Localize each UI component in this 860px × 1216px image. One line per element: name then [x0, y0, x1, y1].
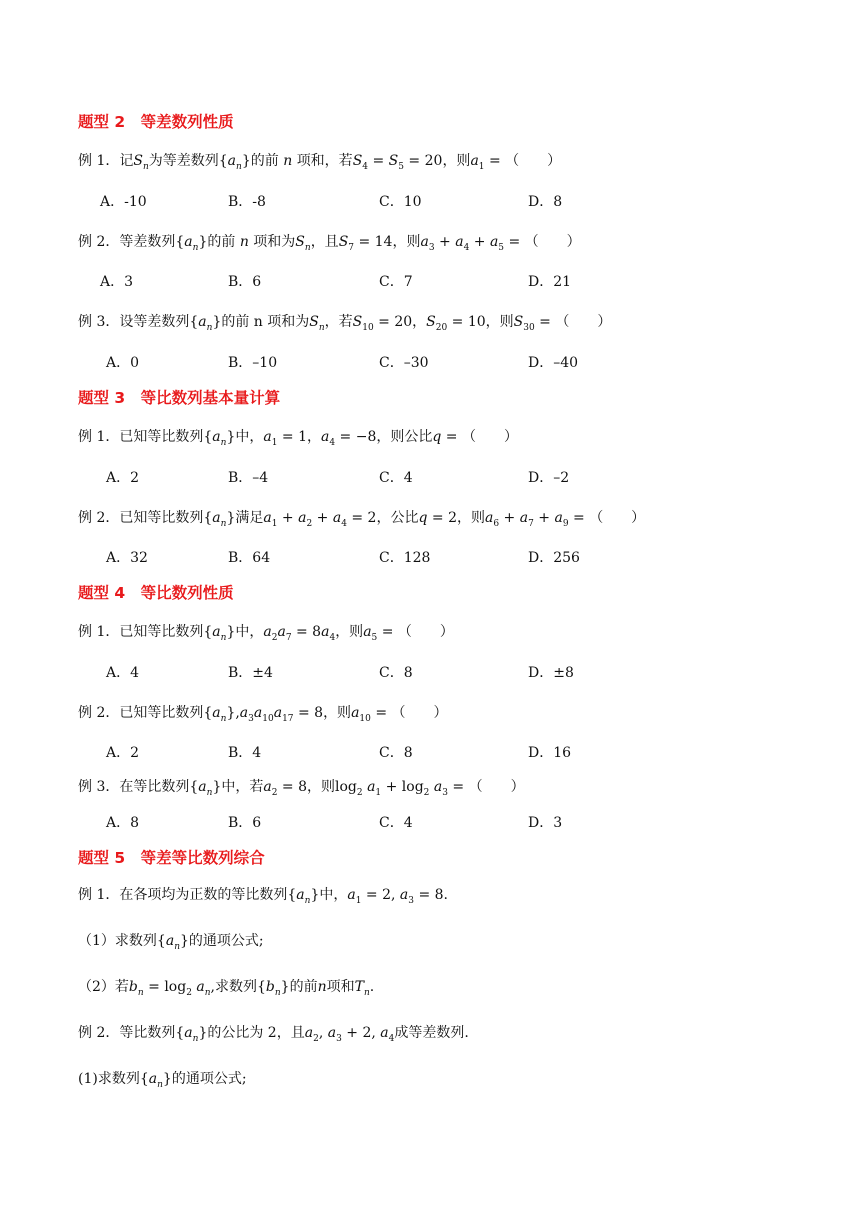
option-a[interactable]: A．-10: [100, 194, 147, 210]
option-c[interactable]: C．–30: [379, 355, 429, 371]
option-a[interactable]: A．32: [106, 550, 148, 566]
question-s3-q1: 例 1．已知等比数列$\{a_n\}$中，$a_1 = 1$，$a_4 = -8$，则公比q = （ ）: [78, 429, 518, 448]
option-d[interactable]: D．±8: [528, 665, 574, 681]
question-s2-q2: 例 2．等差数列$\{a_n\}$的前 n 项和为$S_n$，且$S_7 = 14$，则$a_3 + a_4 + a_5$ = （ ）: [78, 234, 581, 253]
subquestion-s5-q1-1: （1）求数列$\{a_n\}$的通项公式;: [78, 933, 264, 952]
option-d[interactable]: D．–40: [528, 355, 579, 371]
option-d[interactable]: D．16: [528, 745, 572, 761]
option-b[interactable]: B．–4: [228, 470, 269, 486]
options-s3-q1: [0, 467, 860, 487]
option-b[interactable]: B．6: [228, 815, 262, 831]
question-s4-q3: 例 3．在等比数列$\{a_n\}$中，若$a_2 = 8$，则$\log_2 a_1 + \log_2 a_3$ = （ ）: [78, 779, 525, 798]
option-a[interactable]: A．8: [106, 815, 140, 831]
options-s4-q3: [0, 812, 860, 832]
question-s5-q1: 例 1．在各项均为正数的等比数列$\{a_n\}$中，$a_1 = 2$, $a_3 = 8$.: [78, 887, 448, 906]
section-heading: 题型 3 等比数列基本量计算: [78, 389, 281, 407]
option-a[interactable]: A．4: [106, 665, 140, 681]
option-d[interactable]: D．8: [528, 194, 563, 210]
option-d[interactable]: D．3: [528, 815, 563, 831]
question-s5-q2: 例 2．等比数列$\{a_n\}$的公比为 2，且$a_2$, $a_3 + 2$, $a_4$成等差数列.: [78, 1025, 469, 1044]
option-c[interactable]: C．4: [379, 815, 413, 831]
question-s2-q3: 例 3．设等差数列$\{a_n\}$的前 n 项和为$S_n$，若$S_{10} = 20$，$S_{20} = 10$，则$S_{30}$ = （ ）: [78, 314, 612, 333]
option-d[interactable]: D．21: [528, 274, 572, 290]
options-s4-q1: [0, 662, 860, 682]
options-s2-q2: [0, 271, 860, 291]
option-b[interactable]: B．–10: [228, 355, 278, 371]
options-s2-q1: [0, 191, 860, 211]
option-a[interactable]: A．2: [106, 470, 140, 486]
option-c[interactable]: C．4: [379, 470, 413, 486]
option-a[interactable]: A．0: [106, 355, 140, 371]
option-b[interactable]: B．64: [228, 550, 271, 566]
question-s4-q2: 例 2．已知等比数列$\{a_n\},a_3a_{10}a_{17} = 8$，则$a_{10}$ = （ ）: [78, 705, 448, 724]
subquestion-s5-q2-1: (1)求数列$\{a_n\}$的通项公式;: [78, 1071, 247, 1090]
question-s2-q1: 例 1．记$S_n$为等差数列$\{a_n\}$的前 n 项和，若$S_4 = S_5 = 20$，则$a_1$ = （ ）: [78, 153, 562, 172]
option-b[interactable]: B．±4: [228, 665, 273, 681]
option-c[interactable]: C．8: [379, 665, 413, 681]
option-b[interactable]: B．4: [228, 745, 262, 761]
option-c[interactable]: C．10: [379, 194, 422, 210]
options-s2-q3: [0, 352, 860, 372]
options-s3-q2: [0, 547, 860, 567]
section-heading: 题型 2 等差数列性质: [78, 113, 234, 131]
subquestion-s5-q1-2: （2）若$b_n = \log_2 a_n$,求数列$\{b_n\}$的前n项和$T_n$.: [78, 979, 375, 998]
option-c[interactable]: C．128: [379, 550, 431, 566]
option-b[interactable]: B．6: [228, 274, 262, 290]
option-c[interactable]: C．7: [379, 274, 413, 290]
option-a[interactable]: A．2: [106, 745, 140, 761]
section-heading: 题型 5 等差等比数列综合: [78, 849, 265, 867]
option-c[interactable]: C．8: [379, 745, 413, 761]
option-b[interactable]: B．-8: [228, 194, 266, 210]
section-heading: 题型 4 等比数列性质: [78, 584, 234, 602]
options-s4-q2: [0, 742, 860, 762]
option-d[interactable]: D．256: [528, 550, 580, 566]
option-d[interactable]: D．–2: [528, 470, 570, 486]
question-s3-q2: 例 2．已知等比数列$\{a_n\}$满足$a_1 + a_2 + a_4 = 2$，公比q = 2，则$a_6 + a_7 + a_9$ = （ ）: [78, 510, 646, 529]
option-a[interactable]: A．3: [100, 274, 134, 290]
question-s4-q1: 例 1．已知等比数列$\{a_n\}$中，$a_2a_7 = 8a_4$，则$a_5$ = （ ）: [78, 624, 454, 643]
